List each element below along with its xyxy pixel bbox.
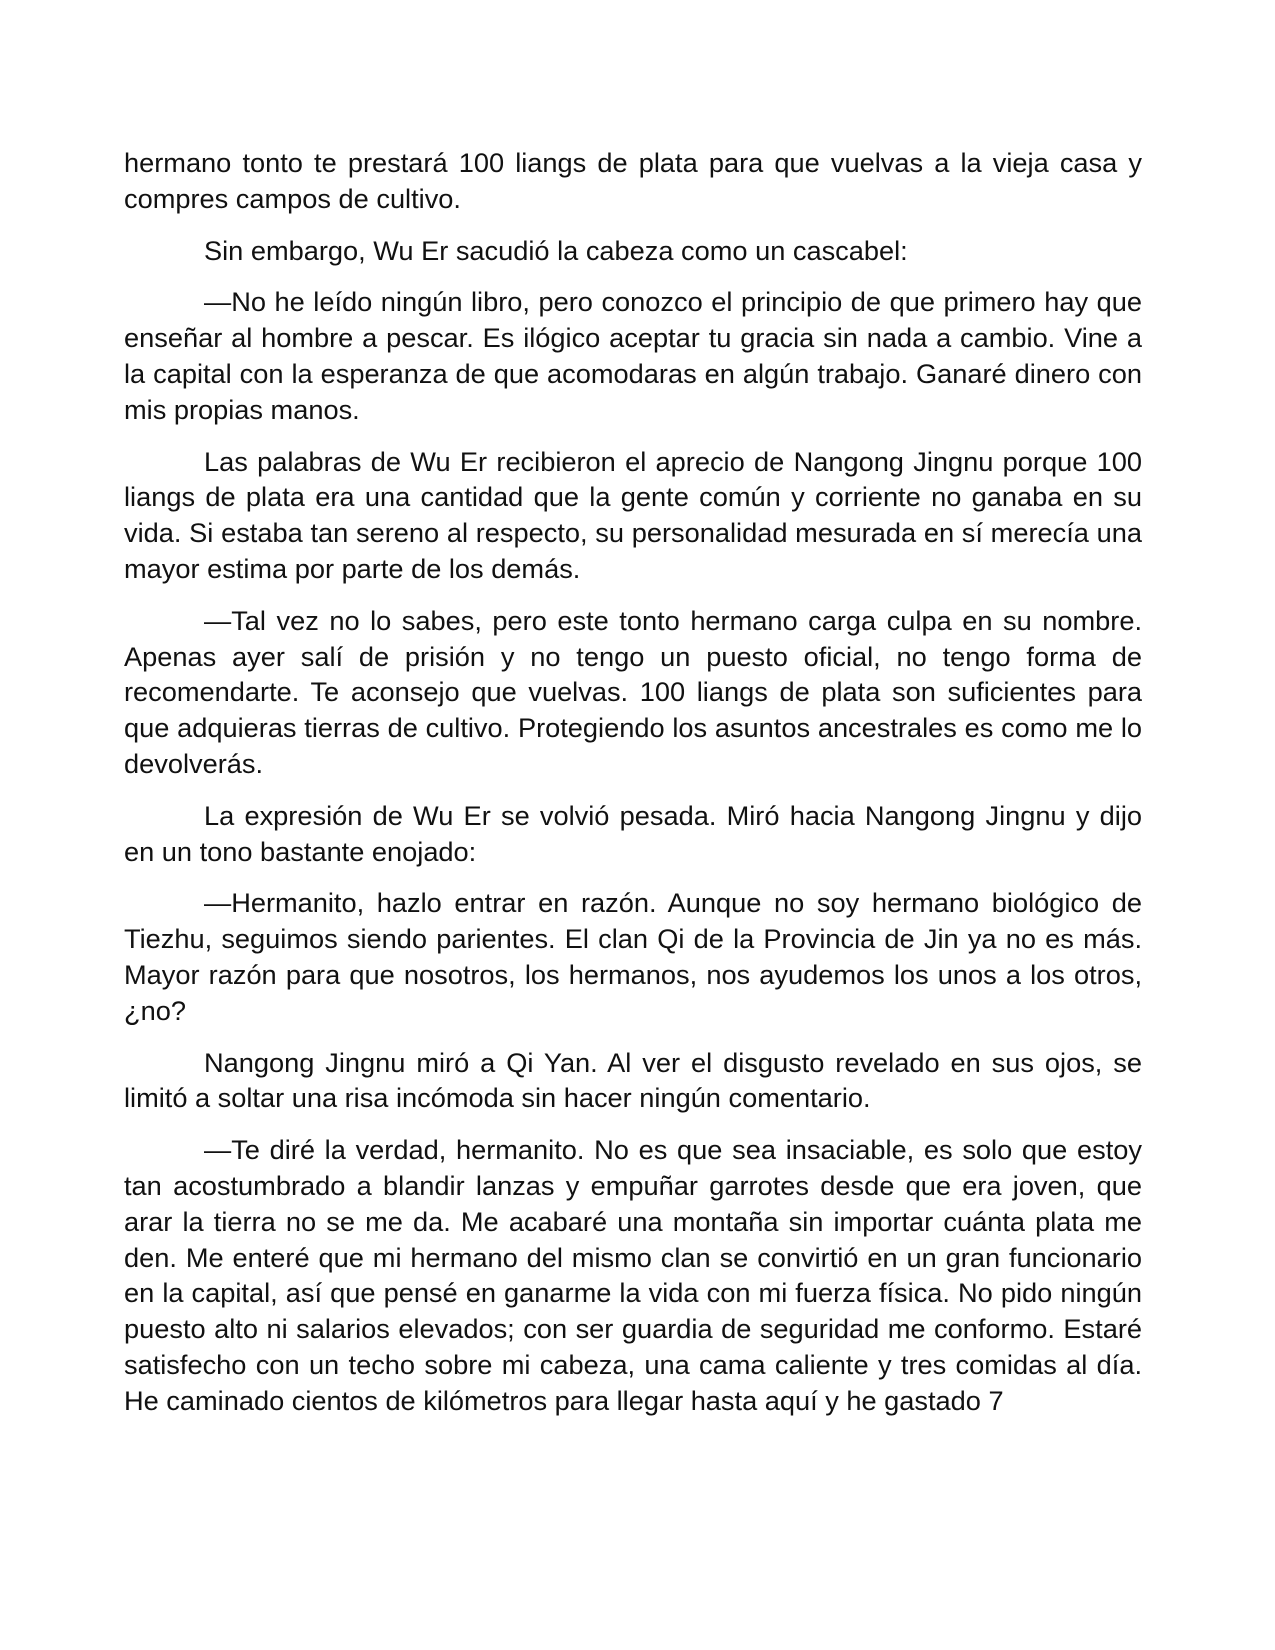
document-page <box>124 145 1142 1435</box>
paragraph-1: hermano tonto te prestará 100 liangs de plata para que vuelvas a la vieja casa y compres campos de cultivo. <box>124 147 1142 214</box>
paragraph-5: —Tal vez no lo sabes, pero este tonto hermano carga culpa en su nombre. Apenas ayer salí de prisión y no tengo un puesto oficial, no tengo forma de recomendarte. Te aconsejo que vuelvas. 100 liangs de plata son suficientes para que adquieras tierras de cultivo. Protegiendo los asuntos ancestrales es como me lo devolverás. <box>124 604 1142 779</box>
paragraph-2: Sin embargo, Wu Er sacudió la cabeza como un cascabel: <box>204 234 908 266</box>
paragraph-6: La expresión de Wu Er se volvió pesada. Miró hacia Nangong Jingnu y dijo en un tono bastante enojado: <box>124 799 1142 867</box>
paragraph-9: —Te diré la verdad, hermanito. No es que sea insaciable, es solo que estoy tan acostumbrado a blandir lanzas y empuñar garrotes desde que era joven, que arar la tierra no se me da. Me acabaré una montaña sin importar cuánta plata me den. Me enteré que mi hermano del mismo clan se convirtió en un gran funcionario en la capital, así que pensé en ganarme la vida con mi fuerza física. No pido ningún puesto alto ni salarios elevados; con ser guardia de seguridad me conformo. Estaré satisfecho con un techo sobre mi cabeza, una cama caliente y tres comidas al día. He caminado cientos de kilómetros para llegar hasta aquí y he gastado 7 <box>124 1134 1142 1416</box>
paragraph-3: —No he leído ningún libro, pero conozco el principio de que primero hay que enseñar al hombre a pescar. Es ilógico aceptar tu gracia sin nada a cambio. Vine a la capital con la esperanza de que acomodaras en algún trabajo. Ganaré dinero con mis propias manos. <box>124 286 1142 425</box>
paragraph-7: —Hermanito, hazlo entrar en razón. Aunque no soy hermano biológico de Tiezhu, seguimos siendo parientes. El clan Qi de la Provincia de Jin ya no es más. Mayor razón para que nosotros, los hermanos, nos ayudemos los unos a los otros, ¿no? <box>124 887 1142 1026</box>
paragraph-8: Nangong Jingnu miró a Qi Yan. Al ver el disgusto revelado en sus ojos, se limitó a soltar una risa incómoda sin hacer ningún comentario. <box>124 1046 1142 1114</box>
paragraph-4: Las palabras de Wu Er recibieron el aprecio de Nangong Jingnu porque 100 liangs de plata era una cantidad que la gente común y corriente no ganaba en su vida. Si estaba tan sereno al respecto, su personalidad mesurada en sí merecía una mayor estima por parte de los demás. <box>124 445 1142 584</box>
